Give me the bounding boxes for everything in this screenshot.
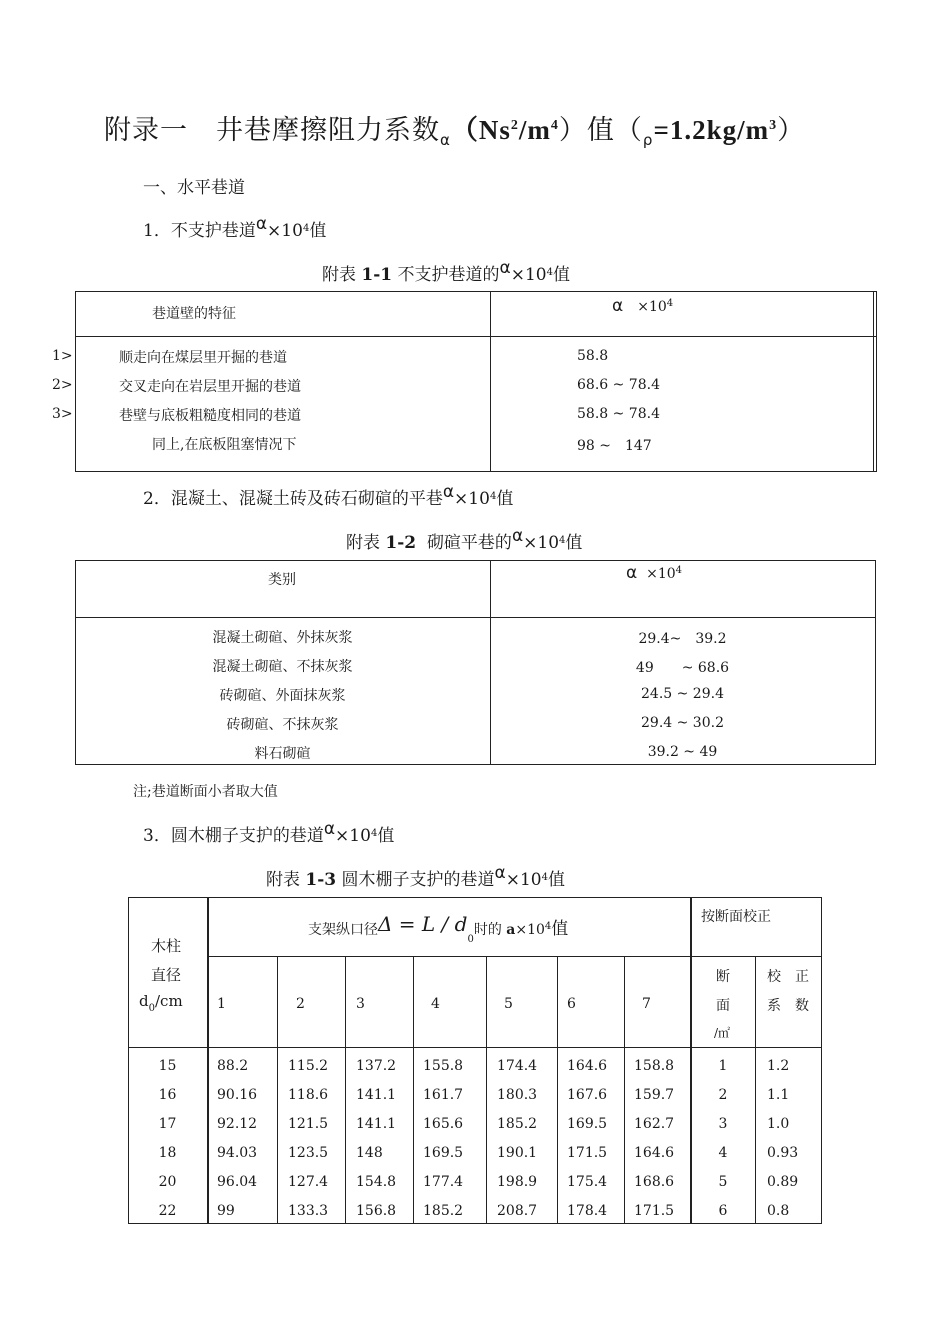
table1-row-label: 巷壁与底板粗糙度相同的巷道 [119,408,301,424]
t3-area-head-1: 断 [716,969,730,985]
t3-cell-value: 165.6 [423,1116,464,1132]
table1-row-marker: 2> [52,377,73,393]
sub1-text: 1．不支护巷道 [143,221,256,241]
table2-row-value: 49 ~ 68.6 [635,660,730,676]
t3-cell-area: 4 [718,1145,728,1161]
t3-span-mid: 时的 [473,922,502,938]
sub1-sup: 4 [302,223,310,234]
title-rho: ρ [642,131,654,149]
t3-cell-value: 190.1 [497,1145,538,1161]
table2-row-value: 29.4 ~ 30.2 [641,715,724,731]
t3-cell-value: 158.8 [634,1058,675,1074]
sub3-text: 3．圆木棚子支护的巷道 [143,826,324,846]
t3-head-d [139,992,183,1014]
t3-cell-area: 5 [718,1174,728,1190]
t3-cap-mult: ×10 [505,870,542,890]
sub1-alpha: α [255,214,268,234]
t3-cell-value: 133.3 [288,1203,329,1219]
t3-ratio-head: 6 [567,996,576,1012]
t3-correction-head: 按断面校正 [701,909,771,925]
t3-cell-area: 6 [718,1203,728,1219]
t3-cell-diameter: 16 [158,1087,177,1103]
t1-cap-pre: 附表 [322,265,356,285]
t3-cell-value: 177.4 [423,1174,464,1190]
t2-cap-mult: ×10 [523,533,560,553]
t3-span-sup: 4 [544,921,552,932]
t3-area-head-3: /㎡ [714,1026,731,1040]
table1-header-value [612,296,673,316]
subsection-3-heading [143,821,394,846]
t3-cell-value: 180.3 [497,1087,538,1103]
table1-row-marker: 1> [52,348,73,364]
sub2-alpha: α [442,482,455,502]
t3-cap-alpha: α [494,863,506,883]
t3-cell-value: 141.1 [356,1116,397,1132]
t1-head-sup: 4 [666,298,674,309]
table2-row-label: 料石砌碹 [254,746,311,762]
t3-cap-num: 1-3 [305,870,337,890]
t3-ratio-head: 2 [296,996,305,1012]
subsection-2-heading [143,484,513,509]
t3-cell-diameter: 15 [158,1058,177,1074]
t3-cell-area: 2 [718,1087,728,1103]
t3-area-head-2: 面 [716,998,730,1014]
t3-cell-value: 137.2 [356,1058,397,1074]
t1-cap-num: 1-1 [361,265,393,285]
t3-span-formula: Δ = L / d [378,912,468,936]
sub2-sup: 4 [489,491,497,502]
t3-cell-value: 162.7 [634,1116,675,1132]
t3-cell-diameter: 20 [158,1174,177,1190]
t2-cap-pre: 附表 [346,533,380,553]
t2-cap-sup: 4 [559,535,566,546]
t3-cell-value: 167.6 [567,1087,608,1103]
t3-cell-value: 198.9 [497,1174,538,1190]
t2-cap-num: 1-2 [385,533,417,553]
t3-cap-pre: 附表 [266,870,300,890]
t3-ratio-head: 5 [504,996,513,1012]
t3-span-sub: 0 [467,934,474,945]
title-density: =1.2kg/m [653,115,770,145]
table2-note: 注;巷道断面小者取大值 [133,784,278,800]
t2-head-alpha: α [626,563,638,583]
t3-cell-factor: 0.89 [767,1174,799,1190]
sub2-mult: ×10 [454,489,490,509]
t3-span-head [308,914,568,945]
t3-cell-value: 175.4 [567,1174,608,1190]
t3-cell-value: 171.5 [634,1203,675,1219]
t3-head-line2: 直径 [151,966,182,984]
t3-cell-value: 185.2 [423,1203,464,1219]
t3-ratio-head: 4 [431,996,440,1012]
t3-cell-value: 185.2 [497,1116,538,1132]
t3-factor-head-2: 系 数 [767,998,809,1014]
t3-cell-value: 92.12 [217,1116,258,1132]
t2-head-mult: ×10 [646,566,676,582]
t3-cell-value: 169.5 [567,1116,608,1132]
table1-header-feature: 巷道壁的特征 [152,306,236,322]
t3-span-mult: ×10 [515,922,545,938]
t3-cell-value: 161.7 [423,1087,464,1103]
t3-cell-value: 96.04 [217,1174,258,1190]
t2-cap-text: 砌碹平巷的 [426,533,512,553]
t3-head-line1: 木柱 [151,937,182,955]
t3-cell-value: 141.1 [356,1087,397,1103]
t1-head-alpha: α [612,296,624,316]
table2-row-label: 砖砌碹、不抹灰浆 [226,717,339,733]
t3-cap-text: 圆木棚子支护的巷道 [341,870,495,890]
table1-row-label: 顺走向在煤层里开掘的巷道 [119,350,287,366]
t3-cell-value: 154.8 [356,1174,397,1190]
t3-cell-value: 90.16 [217,1087,258,1103]
page-title [104,108,805,149]
t3-cell-diameter: 18 [158,1145,177,1161]
t3-cell-area: 3 [718,1116,728,1132]
t3-head-d-unit: /cm [154,992,183,1010]
title-main: 附录一 井巷摩擦阻力系数 [104,115,440,146]
t3-cell-value: 159.7 [634,1087,675,1103]
t1-cap-text: 不支护巷道的 [397,265,500,285]
table2-caption [346,528,582,553]
t3-span-a: a [506,922,516,938]
table1-row-value: 68.6 ~ 78.4 [577,377,660,393]
title-unit-sup1: 2 [510,118,519,133]
t3-cell-value: 178.4 [567,1203,608,1219]
table2-row-label: 砖砌碹、外面抹灰浆 [219,688,346,704]
table2-row-label: 混凝土砌碹、外抹灰浆 [212,630,353,646]
t3-ratio-head: 1 [217,996,226,1012]
t3-cell-value: 164.6 [634,1145,675,1161]
sub2-text: 2．混凝土、混凝土砖及砖石砌碹的平巷 [143,489,443,509]
t3-cell-factor: 1.2 [767,1058,790,1074]
t3-cell-factor: 0.8 [767,1203,790,1219]
t3-cell-diameter: 17 [158,1116,177,1132]
t3-factor-head-1: 校 正 [767,969,809,985]
t3-cell-value: 208.7 [497,1203,538,1219]
t3-head-d-letter: d [139,992,149,1010]
title-density-close: ） [777,115,806,146]
subsection-1-heading [143,216,326,241]
table1-row-label: 交叉走向在岩层里开掘的巷道 [119,379,301,395]
sub1-mult: ×10 [267,221,303,241]
t3-cap-sup: 4 [541,872,549,883]
t3-cell-value: 121.5 [288,1116,329,1132]
t1-head-mult: ×10 [637,299,667,315]
table2-row-value: 39.2 ~ 49 [647,744,718,760]
title-unit-sup2: 4 [550,118,559,133]
t3-cell-value: 118.6 [288,1087,329,1103]
t3-cap-tail: 值 [548,870,566,890]
t3-cell-value: 164.6 [567,1058,608,1074]
table3-caption [266,865,565,890]
t3-cell-value: 174.4 [497,1058,538,1074]
t2-cap-tail: 值 [565,533,583,553]
sub2-tail: 值 [496,489,514,509]
t3-ratio-head: 7 [642,996,651,1012]
title-unit-mid: /m [518,115,551,145]
t3-cell-value: 155.8 [423,1058,464,1074]
t3-cell-area: 1 [718,1058,728,1074]
t2-cap-alpha: α [511,526,524,546]
t3-cell-value: 99 [217,1203,235,1219]
table1-row-label: 同上,在底板阻塞情况下 [152,437,297,453]
sub3-mult: ×10 [335,826,371,846]
title-unit-close: ）值（ [558,115,643,146]
t3-cell-value: 171.5 [567,1145,608,1161]
table1-row-value: 58.8 [577,348,609,364]
t3-cell-diameter: 22 [158,1203,177,1219]
t3-cell-value: 168.6 [634,1174,675,1190]
table2-row-label: 混凝土砌碹、不抹灰浆 [212,659,353,675]
table2-row-value: 29.4~ 39.2 [638,631,727,647]
t3-cell-value: 169.5 [423,1145,464,1161]
title-density-sup: 3 [769,118,778,133]
t3-cell-value: 88.2 [217,1058,249,1074]
t3-cell-factor: 0.93 [767,1145,799,1161]
table1-row-value: 98 ~ 147 [577,438,652,454]
title-alpha: α [440,131,451,149]
t1-cap-sup: 4 [546,267,554,278]
t3-cell-value: 156.8 [356,1203,397,1219]
t1-cap-mult: ×10 [510,265,547,285]
table1-caption [322,260,570,285]
sub3-alpha: α [323,819,336,839]
t3-cell-factor: 1.1 [767,1087,790,1103]
t2-head-sup: 4 [675,565,683,576]
t3-cell-value: 148 [356,1145,383,1161]
t3-cell-value: 115.2 [288,1058,329,1074]
t3-span-pre: 支架纵口径 [308,922,378,938]
t1-cap-tail: 值 [553,265,571,285]
t3-cell-factor: 1.0 [767,1116,790,1132]
section-heading: 一、水平巷道 [143,178,245,198]
t3-ratio-head: 3 [356,996,365,1012]
table2-header-category: 类别 [268,572,296,588]
table2-header-value [626,563,682,583]
t1-cap-alpha: α [499,258,511,278]
table1-row-marker: 3> [52,406,73,422]
t3-cell-value: 94.03 [217,1145,258,1161]
title-unit-open: （Ns [450,115,511,145]
sub3-sup: 4 [370,828,378,839]
t3-head-d-sub: 0 [148,1003,155,1014]
t3-span-tail: 值 [551,919,569,939]
sub1-tail: 值 [309,221,327,241]
table2-row-value: 24.5 ~ 29.4 [641,686,724,702]
sub3-tail: 值 [377,826,395,846]
table1-row-value: 58.8 ~ 78.4 [577,406,660,422]
t3-cell-value: 123.5 [288,1145,329,1161]
t3-cell-value: 127.4 [288,1174,329,1190]
